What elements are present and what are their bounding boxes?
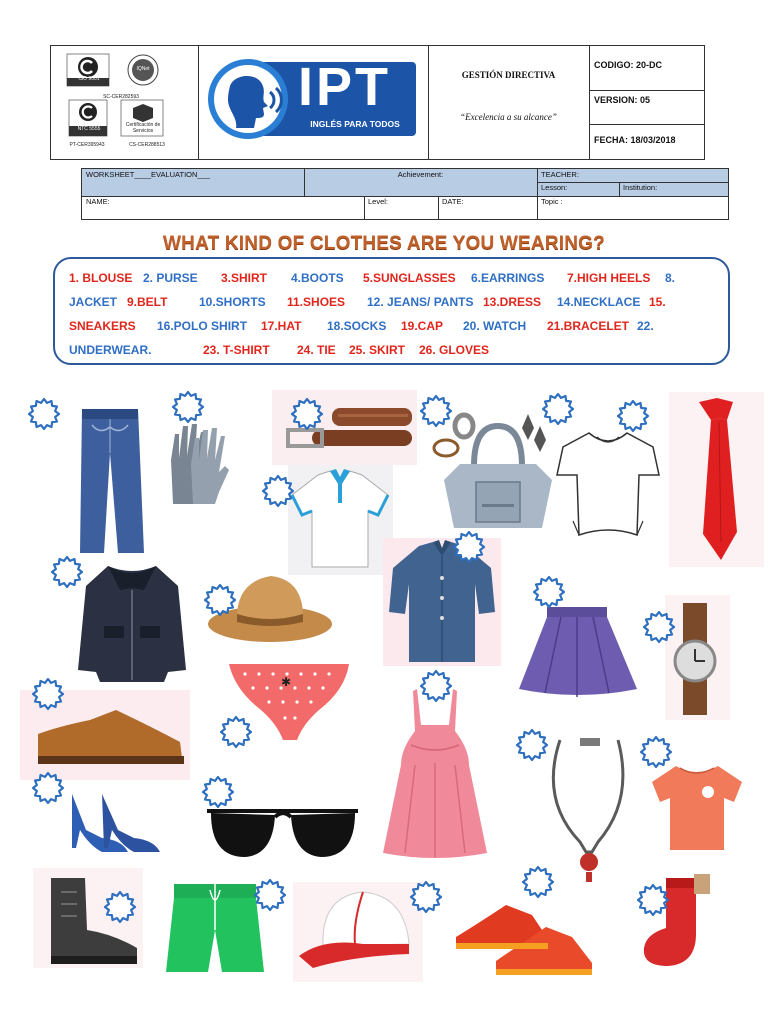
word-bank-item: 18.SOCKS — [327, 319, 387, 333]
answer-badge-icon[interactable] — [219, 715, 253, 749]
polo-shirt-illustration — [288, 465, 393, 575]
lesson-label: Lesson: — [541, 183, 568, 192]
iso-label: ISO 9001 — [78, 76, 100, 82]
word-bank-item: 5.SUNGLASSES — [363, 271, 456, 285]
document-header — [50, 45, 705, 160]
svg-text:✱: ✱ — [281, 675, 292, 689]
answer-badge-icon[interactable] — [521, 865, 555, 899]
answer-badge-icon[interactable] — [261, 474, 295, 508]
answer-badge-icon[interactable] — [419, 669, 453, 703]
worksheet-cell — [82, 169, 304, 196]
word-bank-item: 4.BOOTS — [291, 271, 344, 285]
answer-badge-icon[interactable] — [290, 397, 324, 431]
logo-subtitle: INGLÉS PARA TODOS — [310, 119, 400, 129]
answer-badge-icon[interactable] — [31, 677, 65, 711]
answer-badge-icon[interactable] — [50, 555, 84, 589]
word-bank-item: SNEAKERS — [69, 319, 136, 333]
header-divider — [198, 46, 199, 159]
sneakers-illustration — [452, 885, 597, 980]
answer-badge-icon[interactable] — [409, 880, 443, 914]
header-divider — [589, 90, 704, 91]
answer-badge-icon[interactable] — [515, 728, 549, 762]
word-bank-item: 13.DRESS — [483, 295, 542, 309]
word-bank-item: 19.CAP — [401, 319, 444, 333]
word-bank-item: 1. BLOUSE — [69, 271, 133, 285]
code-label: CODIGO: 20-DC — [594, 60, 663, 70]
answer-badge-icon[interactable] — [616, 399, 650, 433]
certificate-code: PT-CER395943 — [69, 142, 105, 148]
word-bank-item: 21.BRACELET — [547, 319, 630, 333]
jacket-illustration — [74, 560, 189, 685]
word-bank — [53, 257, 730, 365]
word-bank-item: 10.SHORTS — [199, 295, 266, 309]
date-cell — [438, 196, 537, 220]
lesson-cell — [537, 182, 619, 196]
gloves-illustration — [165, 420, 235, 510]
t-shirt-illustration — [650, 760, 745, 855]
department-label: GESTIÓN DIRECTIVA — [461, 70, 556, 80]
answer-badge-icon[interactable] — [171, 390, 205, 424]
worksheet-info-table — [81, 168, 729, 220]
cap-illustration — [293, 882, 423, 982]
answer-badge-icon[interactable] — [636, 883, 670, 917]
version-label: VERSION: 05 — [594, 95, 651, 105]
date-label: FECHA: 18/03/2018 — [594, 135, 676, 145]
word-bank-item: 20. WATCH — [463, 319, 527, 333]
answer-badge-icon[interactable] — [541, 392, 575, 426]
blouse-illustration — [553, 425, 663, 540]
word-bank-item: 7.HIGH HEELS — [567, 271, 651, 285]
word-bank-item: 16.POLO SHIRT — [157, 319, 248, 333]
word-bank-item: 22. — [637, 319, 654, 333]
word-bank-item: 23. T-SHIRT — [203, 343, 270, 357]
answer-badge-icon[interactable] — [419, 394, 453, 428]
iqnet-label: IQNet — [136, 66, 150, 72]
skirt-illustration — [515, 603, 640, 698]
word-bank-item: 24. TIE — [297, 343, 336, 357]
service-cert-label: Certificación de Servicios — [125, 122, 161, 134]
header-divider — [428, 46, 429, 159]
purse-illustration — [438, 420, 558, 535]
word-bank-item: 8. — [665, 271, 676, 285]
word-bank-item: 26. GLOVES — [419, 343, 490, 357]
teacher-cell — [537, 169, 728, 182]
date-field-label: DATE: — [442, 197, 464, 206]
necklace-illustration — [540, 730, 640, 885]
word-bank-item: 12. JEANS/ PANTS — [367, 295, 474, 309]
word-bank-item: 15. — [649, 295, 666, 309]
logo-text: IPT — [298, 57, 392, 117]
header-divider — [589, 124, 704, 125]
high-heels-illustration — [62, 790, 167, 860]
word-bank-item: UNDERWEAR. — [69, 343, 152, 357]
word-bank-item: 3.SHIRT — [221, 271, 268, 285]
word-bank-item: 2. PURSE — [143, 271, 198, 285]
ntc-label: NTC 5555 — [77, 126, 101, 132]
name-cell — [82, 196, 364, 220]
answer-badge-icon[interactable] — [203, 583, 237, 617]
dress-illustration — [375, 685, 495, 860]
name-label: NAME: — [86, 197, 110, 206]
answer-badge-icon[interactable] — [452, 530, 486, 564]
certificate-code: CS-CER288513 — [129, 142, 165, 148]
answer-badge-icon[interactable] — [532, 575, 566, 609]
teacher-label: TEACHER: — [541, 170, 579, 179]
answer-badge-icon[interactable] — [253, 878, 287, 912]
answer-badge-icon[interactable] — [103, 890, 137, 924]
worksheet-title: WHAT KIND OF CLOTHES ARE YOU WEARING? — [163, 233, 605, 254]
answer-badge-icon[interactable] — [27, 397, 61, 431]
motto-text: “Excelencia a su alcance” — [460, 112, 557, 122]
word-bank-item: 6.EARRINGS — [471, 271, 545, 285]
jeans-illustration — [72, 405, 152, 555]
topic-label: Topic : — [541, 197, 563, 206]
word-bank-item: 14.NECKLACE — [557, 295, 641, 309]
level-cell — [364, 196, 438, 220]
answer-badge-icon[interactable] — [642, 610, 676, 644]
word-bank-item: JACKET — [69, 295, 118, 309]
certificate-code: SC-CER282593 — [103, 94, 139, 100]
topic-cell — [537, 196, 728, 220]
worksheet-label: WORKSHEET____EVALUATION___ — [86, 170, 210, 179]
word-bank-item: 11.SHOES — [287, 295, 346, 309]
answer-badge-icon[interactable] — [31, 771, 65, 805]
word-bank-item: 25. SKIRT — [349, 343, 406, 357]
answer-badge-icon[interactable] — [201, 775, 235, 809]
tie-illustration — [669, 392, 764, 567]
header-divider — [589, 46, 590, 159]
achievement-label: Achievement: — [397, 170, 444, 179]
word-bank-item: 17.HAT — [261, 319, 302, 333]
achievement-cell — [304, 169, 537, 196]
institution-label: Institution: — [623, 183, 658, 192]
level-label: Level: — [368, 197, 389, 206]
word-bank-item: 9.BELT — [127, 295, 168, 309]
answer-badge-icon[interactable] — [639, 735, 673, 769]
institution-cell — [619, 182, 728, 196]
